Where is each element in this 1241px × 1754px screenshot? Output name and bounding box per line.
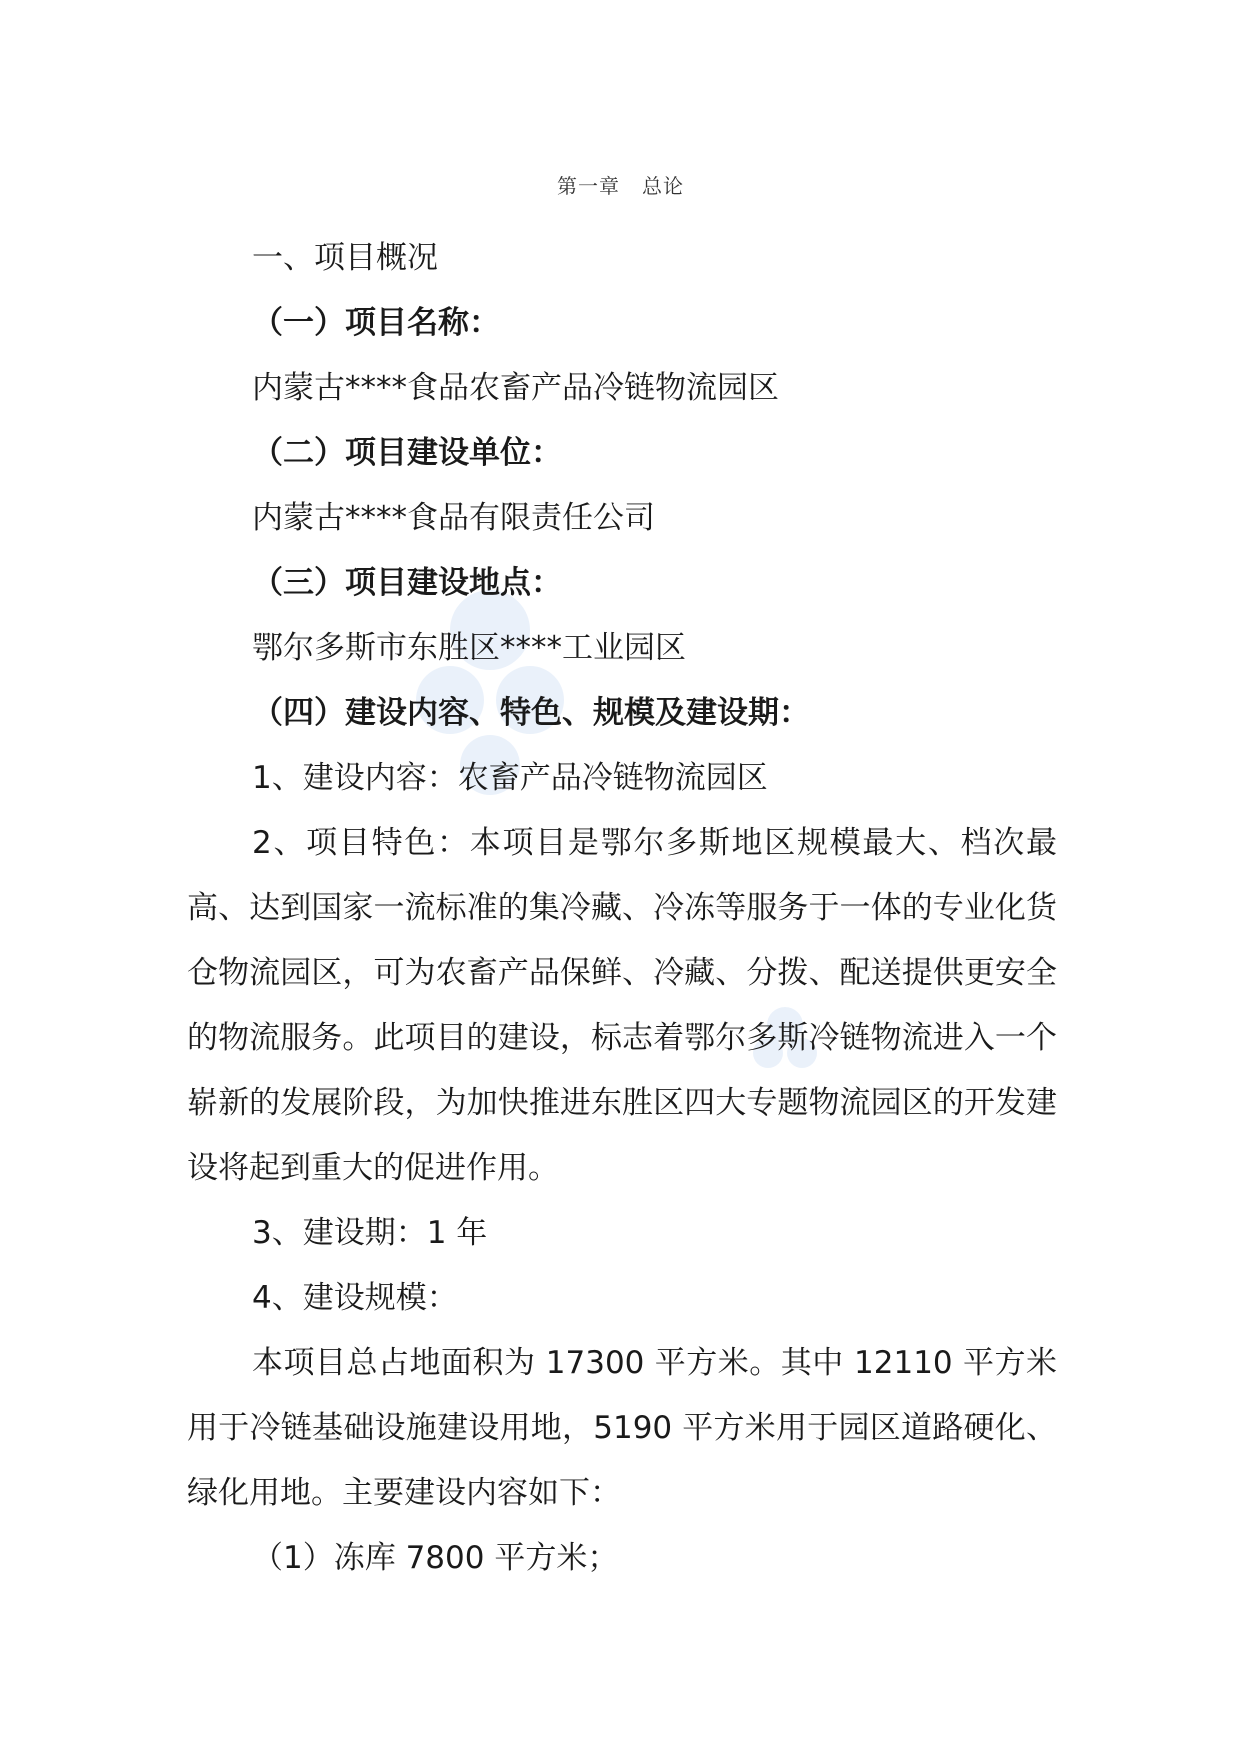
project-feature-paragraph: 2、项目特色：本项目是鄂尔多斯地区规模最大、档次最高、达到国家一流标准的集冷藏、冷冻等服务于一体的专业化货仓物流园区，可为农畜产品保鲜、冷藏、分拨、配送提供更安全的物流服务。此项目的建设，标志着鄂尔多斯冷链物流进入一个崭新的发展阶段，为加快推进东胜区四大专题物流园区的开发建设将起到重大的促进作用。 xyxy=(187,825,1057,1186)
construction-period-item: 3、建设期：1 年 xyxy=(252,1215,488,1251)
chapter-number: 第一章 xyxy=(557,174,620,198)
project-name-heading: （一）项目名称： xyxy=(252,305,500,341)
chapter-name: 总论 xyxy=(642,174,684,198)
construction-scale-paragraph: 本项目总占地面积为 17300 平方米。其中 12110 平方米用于冷链基础设施建设用地，5190 平方米用于园区道路硬化、绿化用地。主要建设内容如下： xyxy=(187,1345,1057,1511)
construction-scale-heading: 4、建设规模： xyxy=(252,1280,458,1316)
document-body xyxy=(187,226,1057,1591)
construction-unit-heading: （二）项目建设单位： xyxy=(252,435,562,471)
chapter-title xyxy=(0,170,1241,199)
scale-list-item: （1）冻库 7800 平方米； xyxy=(252,1540,619,1576)
construction-content-heading: （四）建设内容、特色、规模及建设期： xyxy=(252,695,810,731)
construction-location-heading: （三）项目建设地点： xyxy=(252,565,562,601)
construction-unit-value: 内蒙古****食品有限责任公司 xyxy=(252,500,655,536)
construction-location-value: 鄂尔多斯市东胜区****工业园区 xyxy=(252,630,686,666)
project-name-value: 内蒙古****食品农畜产品冷链物流园区 xyxy=(252,370,779,406)
construction-content-item: 1、建设内容：农畜产品冷链物流园区 xyxy=(252,760,768,796)
section-heading: 一、项目概况 xyxy=(252,240,438,276)
